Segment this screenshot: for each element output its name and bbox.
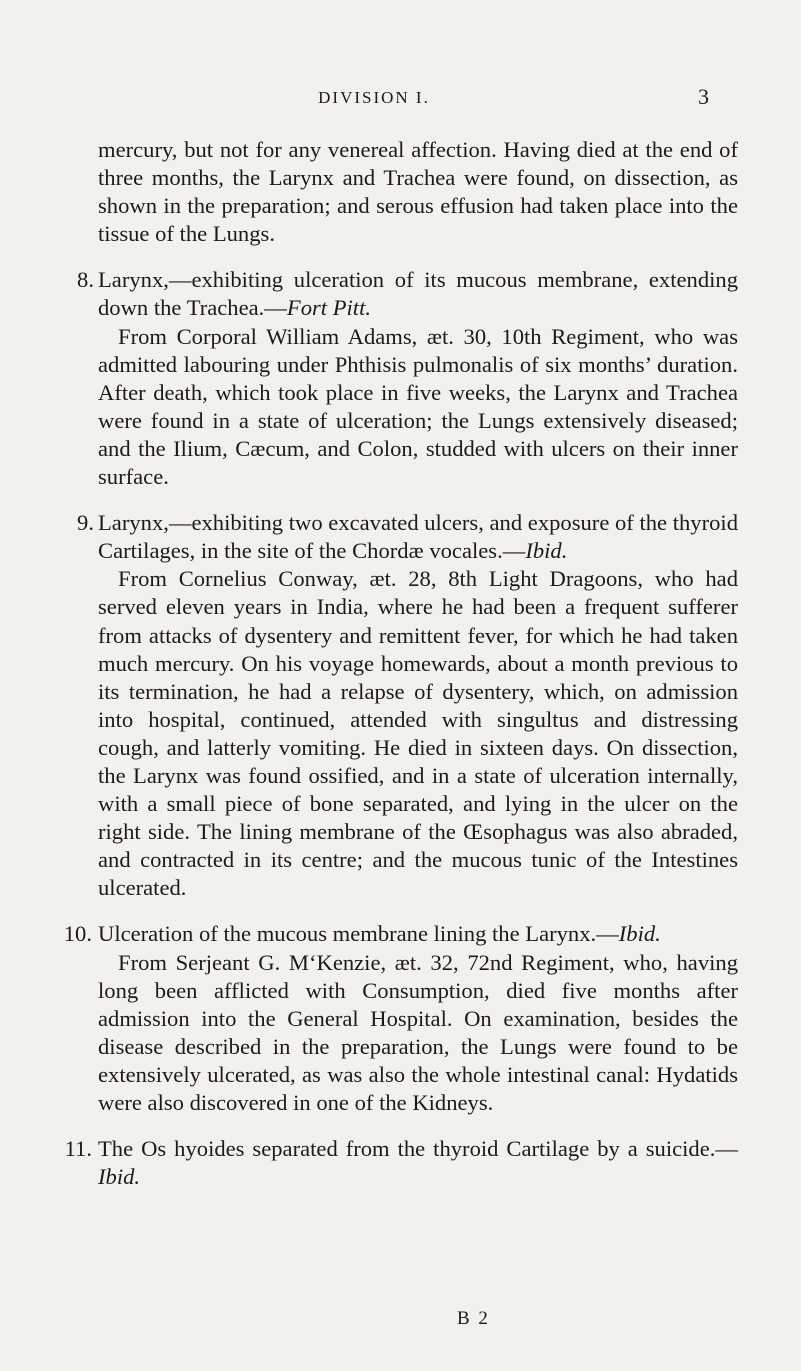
catalogue-entry-10: [63, 920, 738, 1117]
entry-title-text: Ulceration of the mucous membrane lining the Larynx.—: [98, 921, 619, 947]
running-title: DIVISION I.: [318, 88, 430, 107]
entry-number: 8.: [77, 267, 94, 293]
entry-reference: Ibid.: [618, 921, 661, 947]
running-head: [0, 84, 801, 118]
page-number: 3: [698, 84, 709, 109]
signature-mark: B 2: [457, 1308, 490, 1329]
continuation-paragraph: mercury, but not for any venereal affection. Having died at the end of three months, the Larynx and Trachea were found, on dissection, as shown in the preparation; and serous effusion had taken place into the tissue of the Lungs.: [98, 137, 738, 247]
entry-history: From Serjeant G. M‘Kenzie, æt. 32, 72nd Regiment, who, having long been afflicted with Consumption, died five months after admission into the General Hospital. On examination, besides the disease described in the preparation, the Lungs were found to be extensively ulcerated, as was also the whole intestinal canal: Hydatids were also discovered in one of the Kidneys.: [98, 949, 738, 1115]
entry-title-text: Larynx,—exhibiting two excavated ulcers, and exposure of the thyroid Cartilages, in the site of the Chordæ vocales.—: [98, 510, 738, 564]
body-text: [63, 136, 738, 1191]
entry-title: [98, 266, 738, 322]
entry-title-text: Larynx,—exhibiting ulceration of its mucous membrane, extending down the Trachea.—: [98, 267, 738, 321]
catalogue-entry-9: [66, 509, 738, 902]
entry-title: [98, 920, 738, 948]
entry-history: From Corporal William Adams, æt. 30, 10th Regiment, who was admitted labouring under Phthisis pulmonalis of six months’ duration. After death, which took place in five weeks, the Larynx and Trachea were found in a state of ulceration; the Lungs extensively diseased; and the Ilium, Cæcum, and Colon, studded with ulcers on their inner surface.: [98, 323, 738, 490]
entry-reference: Ibid.: [525, 538, 568, 564]
entry-number: 10.: [63, 921, 92, 947]
entry-number: 9.: [77, 510, 94, 536]
catalogue-entry-8: [66, 266, 738, 491]
entry-title-text: The Os hyoides separated from the thyroid Cartilage by a suicide.—: [98, 1136, 738, 1162]
entry-history: From Cornelius Conway, æt. 28, 8th Light Dragoons, who had served eleven years in India, where he had been a frequent sufferer from attacks of dysentery and remittent fever, for which he had taken much mercury. On his voyage homewards, about a month previous to its termination, he had a relapse of dysentery, which, on admission into hospital, continued, attended with singultus and distressing cough, and latterly vomiting. He died in sixteen days. On dissection, the Larynx was found ossified, and in a state of ulceration internally, with a small piece of bone separated, and lying in the ulcer on the right side. The lining membrane of the Œsophagus was also abraded, and contracted in its centre; and the mucous tunic of the Intestines ulcerated.: [98, 566, 738, 901]
entry-reference: Ibid.: [98, 1164, 141, 1190]
entry-number: 11.: [64, 1136, 92, 1162]
entry-reference: Fort Pitt.: [286, 295, 371, 321]
catalogue-entry-11: [66, 1135, 738, 1191]
entry-title: [98, 1135, 738, 1191]
entry-title: [98, 509, 738, 565]
